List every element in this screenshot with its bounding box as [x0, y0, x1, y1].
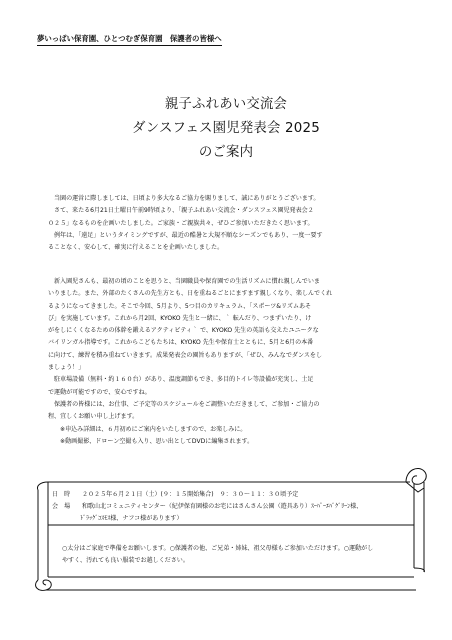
venue-value: 和歌山北コミュニティセンター（紀伊保育園様のお宅にはさんさん公園（遊具あり）ｽｰﾊﾟｰｴﾊﾞｸﾞﾘｰﾝ様、 [81, 503, 363, 510]
main-line: ※申込み詳細は、６月初めにご案内をいたしますので、お楽しみに。 [60, 425, 247, 433]
main-line: 新入園児さんも、最初の頃のことを思うと、当園職員や保育園での生活リズムに慣れ親しんでいま [54, 278, 320, 285]
greeting-line: 例年は、「遠足」というタイミングですが、最近の酷暑と大規不順なシーズンでもあり、一度一要す [54, 231, 323, 239]
main-line: いりました。また、外部のたくさんの先生方とも、日を重ねるごとにますます親しくなり、楽しんでくれ [48, 290, 333, 298]
date-value: ２０２５年６月２１日（土）(９：１５開始集合) ９：３０〜１１：３０頃予定 [81, 491, 299, 498]
main-line: るようになってきました。そこで今回、5月より、5つ目のカリキュラム、「スポーツ&リズムあそ [48, 302, 312, 310]
main-line: ましょう！」 [48, 364, 85, 372]
addressee-line: 夢いっぱい保育園、ひとつむぎ保育園 保護者の皆様へ [37, 33, 222, 46]
main-paragraph [48, 276, 416, 448]
notice-line: やすく、汚れても良い服装でお越しください。 [62, 557, 189, 564]
main-line: で運動が可能ですので、安心ですね。 [48, 388, 151, 396]
notice-line: ○太分はご家庭で準備をお願いします。○保護者の他、ご兄弟・姉妹、祖父母様もご参加いただけます。○運動がし [62, 545, 374, 552]
venue-label: 会 場 [52, 503, 71, 510]
date-label: 日 時 [52, 491, 71, 498]
greeting-line: ０２５」なるものを企画いたしました。ご家族・ご親族共々、ぜひご参加いただきたく思います。 [48, 219, 314, 227]
greeting-line: 当園の運営に際しましては、日頃より多大なるご協力を賜りまして、誠にありがとうございます。 [54, 195, 320, 202]
main-line: 保護者の皆様には、お仕事、ご予定等のスケジュールをご調整いただきまして、ご参加・ご協力の [54, 400, 320, 408]
main-line: ※動画撮影、ドローン空撮も入り、思い出としてDVDに編集されます。 [60, 437, 254, 445]
main-line: バイリンガル指導です。これからこどもたちは、KYOKO 先生や保育士とともに、5月と6月の本番 [48, 339, 314, 347]
main-line: 程、宜しくお願い申し上げます。 [48, 413, 139, 421]
title-line-1: 親子ふれあい交流会 [164, 97, 288, 112]
main-line: び」を実施しています。これから月2回、KYOKO 先生と一緒に、｀ 転んだり、つまずいたり、け [48, 314, 312, 322]
date-row [52, 489, 298, 498]
main-line: がをしにくくなるための体幹を鍛えるアクティビティ｀ で、KYOKO 先生の英語も交えたユニークな [48, 327, 319, 335]
greeting-paragraph [48, 193, 416, 254]
main-line: に向けて、練習を積み重ねていきます。成果発表会の園旨もありますが、「ぜひ、みんなでダンスをし [48, 351, 323, 359]
title-line-2: ダンスフェス園児発表会 2025 [132, 121, 320, 136]
scroll-frame [18, 462, 438, 592]
greeting-line: さて、来たる6月21日土曜日午前9時頃より、「親子ふれあい交流会・ダンスフェス園児発表会２ [54, 207, 314, 215]
main-line: 駐車場設備（無料・約１６０台）があり、温度調節もでき、多目的トイレ等設備が充実し、土足 [54, 376, 314, 384]
title-line-3: のご案内 [198, 145, 254, 160]
event-details-scroll [18, 462, 438, 592]
venue-value-continued: ﾄﾞﾗｯｸﾞｺｽﾓｽ様、ナフコ様があります） [80, 515, 183, 522]
greeting-line: ることなく、安心して、確実に行えることを企画いたしました。 [48, 244, 224, 252]
venue-row [52, 501, 362, 510]
